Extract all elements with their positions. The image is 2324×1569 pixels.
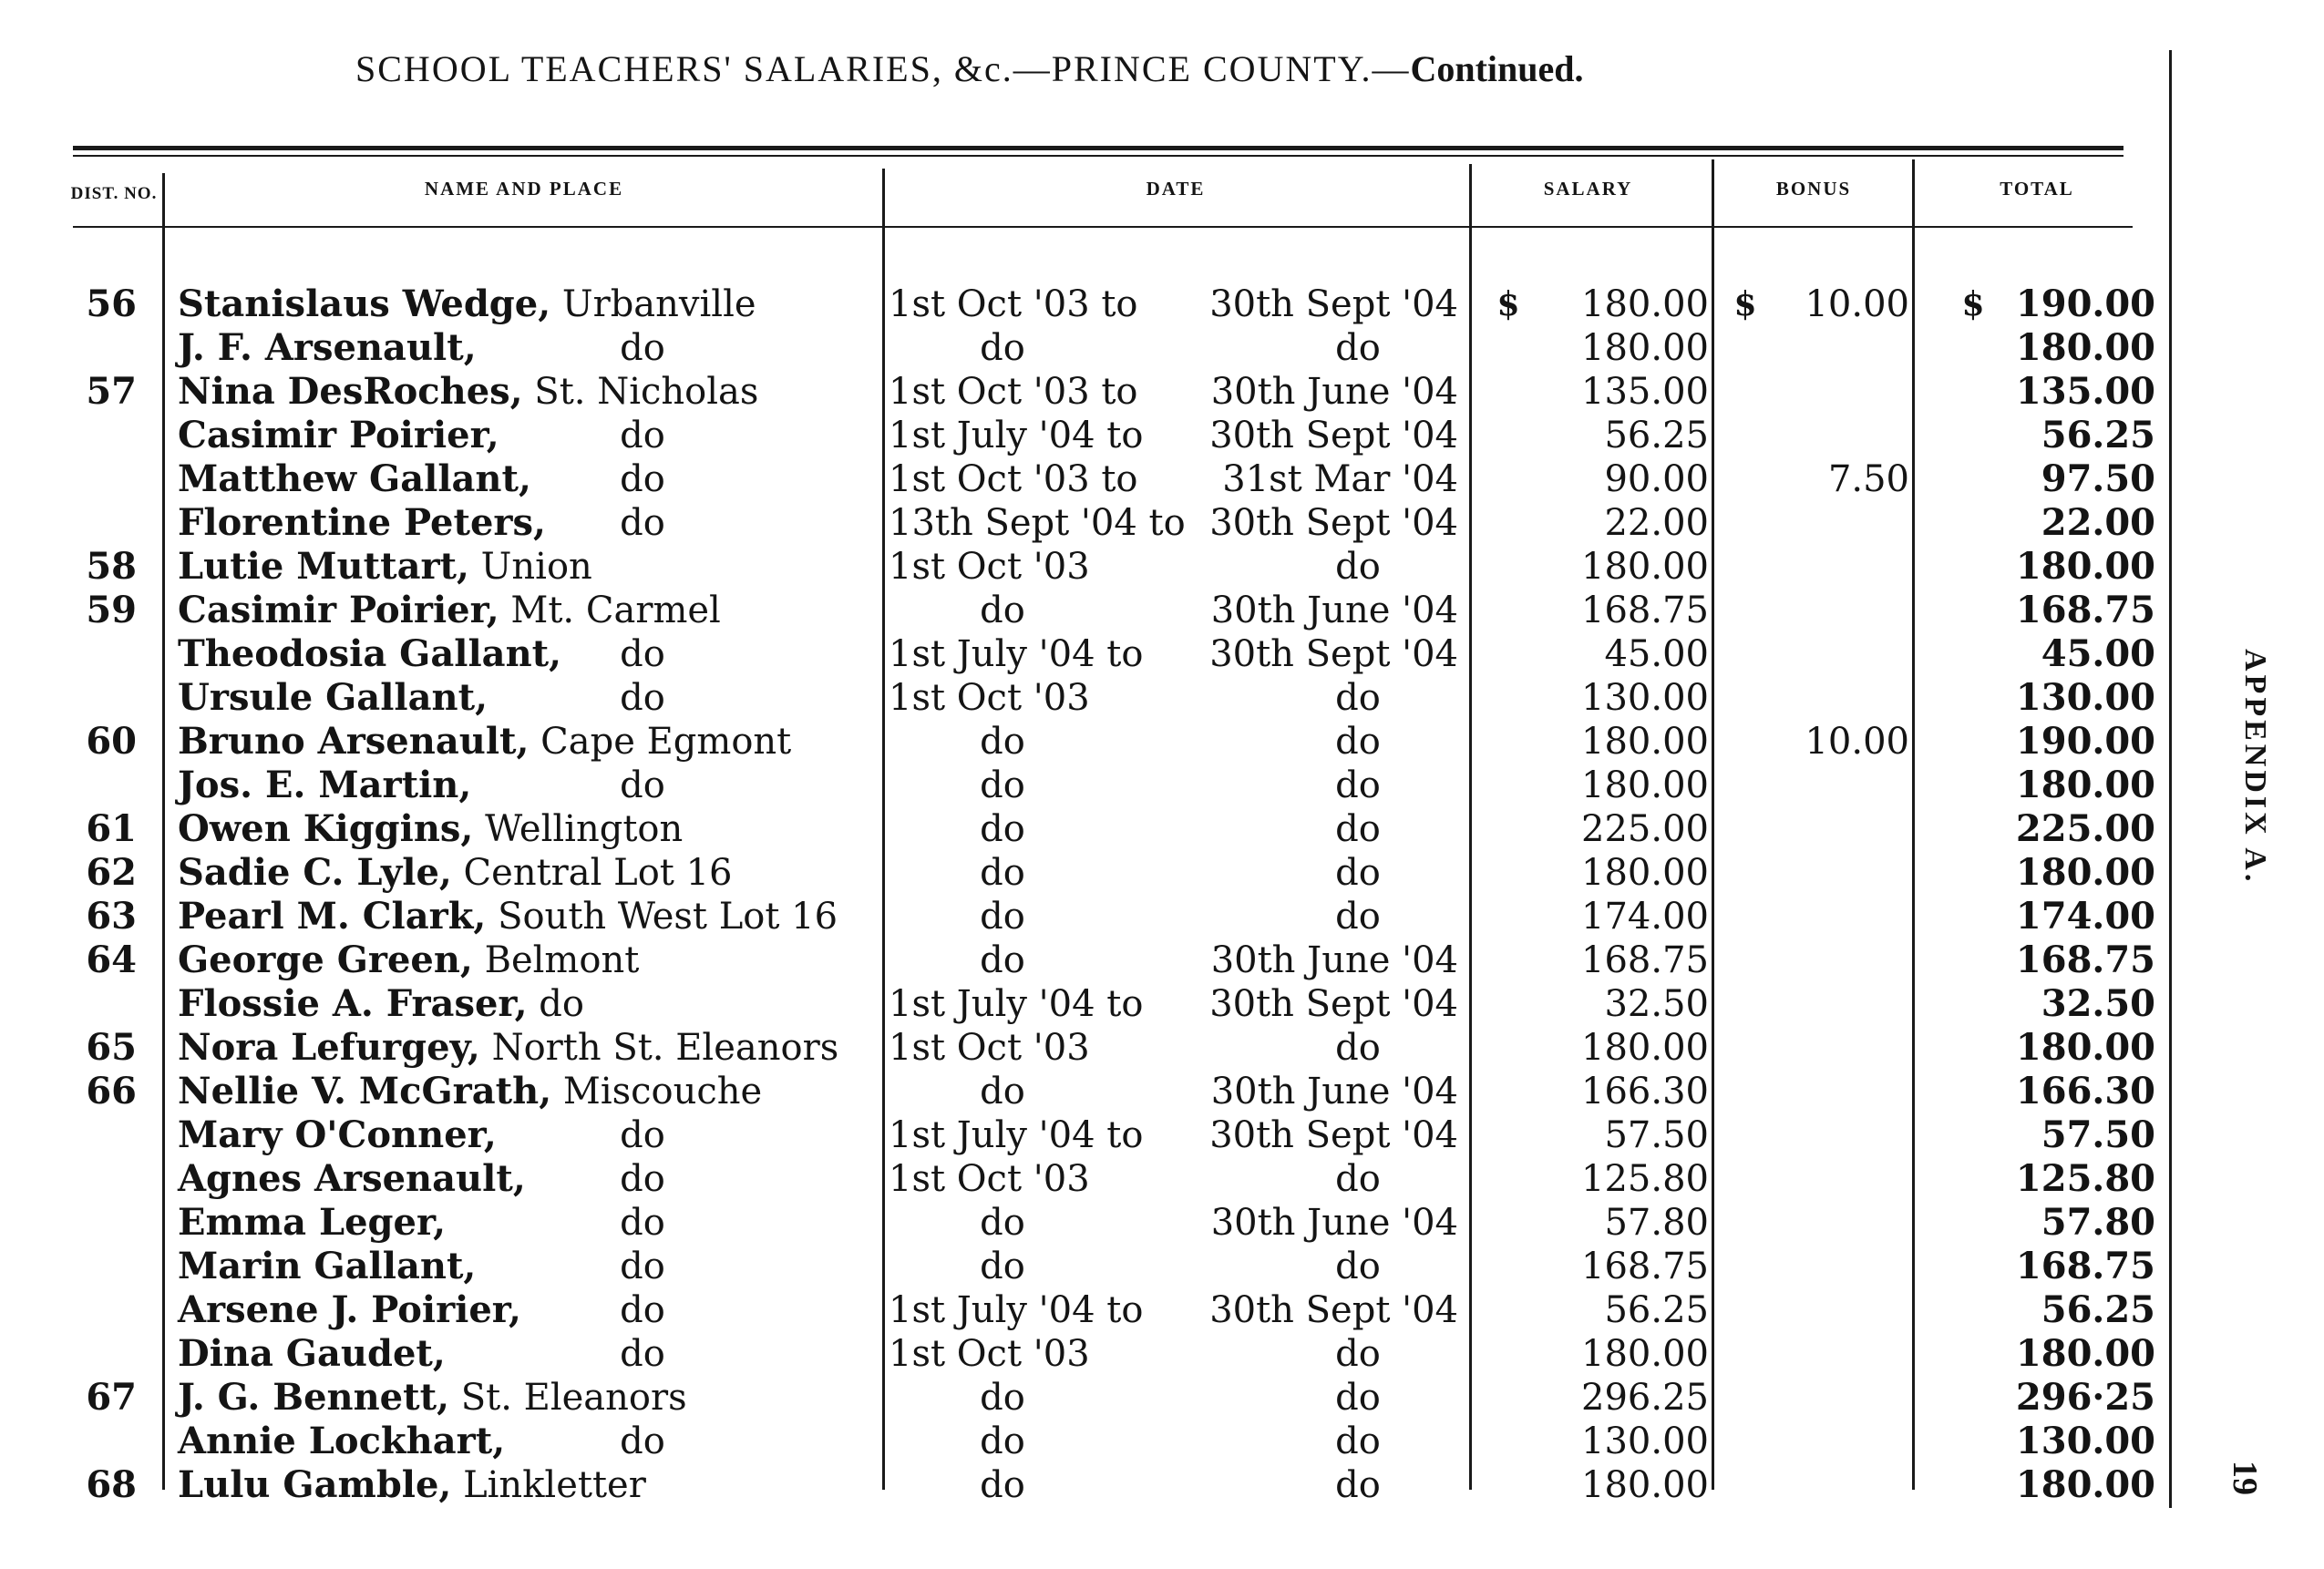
teacher-name: Matthew Gallant, — [178, 457, 531, 500]
date-from: do — [980, 764, 1025, 806]
name-place-cell — [178, 1376, 706, 1420]
date-to: do — [1335, 1377, 1381, 1419]
name-place-cell — [178, 720, 792, 764]
date-to: do — [1335, 852, 1381, 894]
dist-no-cell: 63 — [86, 895, 137, 938]
date-from: do — [980, 852, 1025, 894]
teacher-name: Lutie Muttart, — [178, 545, 469, 588]
table-row — [0, 501, 2233, 545]
total-cell: 45.00 — [2041, 632, 2155, 675]
date-to: do — [1335, 808, 1381, 850]
salary-cell: 168.75 — [1581, 1246, 1709, 1287]
dist-no-cell: 60 — [86, 720, 137, 763]
page-title — [355, 47, 1584, 90]
teacher-name: Jos. E. Martin, — [178, 764, 472, 806]
teacher-name: Theodosia Gallant, — [178, 632, 562, 675]
total-cell: 130.00 — [2015, 1420, 2155, 1462]
teacher-name: George Green, — [178, 938, 473, 981]
date-from: 13th Sept '04 to — [889, 502, 1186, 544]
name-place-cell — [178, 938, 706, 982]
total-cell: 57.80 — [2041, 1201, 2155, 1244]
page-title-continued: Continued. — [1410, 48, 1584, 89]
place-name: Linkletter — [451, 1464, 646, 1506]
appendix-label: APPENDIX A. — [2238, 649, 2272, 886]
total-cell: 225.00 — [2015, 807, 2155, 850]
salary-cell: 180.00 — [1581, 1027, 1709, 1069]
total-cell: 180.00 — [2015, 326, 2155, 369]
place-name: North St. Eleanors — [479, 1027, 839, 1069]
date-from: do — [980, 939, 1025, 981]
teacher-name: Owen Kiggins, — [178, 807, 474, 850]
place-ditto: do — [620, 458, 665, 500]
dist-no-cell: 67 — [86, 1376, 137, 1419]
date-to: 30th June '04 — [1210, 939, 1458, 981]
name-place-cell — [178, 1070, 763, 1113]
date-to: 30th Sept '04 — [1209, 415, 1458, 456]
teacher-name: Bruno Arsenault, — [178, 720, 530, 763]
header-dist-no: DIST. NO. — [70, 184, 158, 203]
dist-no-cell: 56 — [86, 282, 137, 325]
salary-cell: 225.00 — [1581, 808, 1709, 850]
place-ditto: do — [620, 1158, 665, 1200]
total-cell: 168.75 — [2015, 1245, 2155, 1287]
date-to: do — [1335, 1027, 1381, 1069]
total-cell: 190.00 — [2015, 282, 2155, 325]
total-dollar-sign: $ — [1961, 285, 1985, 323]
date-from: 1st Oct '03 — [889, 677, 1090, 719]
total-cell: 130.00 — [2015, 676, 2155, 719]
top-rule-thick — [73, 146, 2123, 150]
table-row — [0, 1245, 2233, 1288]
bonus-cell: 10.00 — [1805, 283, 1909, 325]
total-cell: 180.00 — [2015, 545, 2155, 588]
date-to: 30th Sept '04 — [1209, 633, 1458, 675]
teacher-name: Agnes Arsenault, — [178, 1157, 526, 1200]
date-from: 1st July '04 to — [889, 415, 1144, 456]
total-cell: 125.80 — [2015, 1157, 2155, 1200]
place-ditto: do — [620, 327, 665, 369]
total-cell: 32.50 — [2041, 982, 2155, 1025]
teacher-name: Casimir Poirier, — [178, 589, 499, 631]
date-from: do — [980, 1464, 1025, 1506]
teacher-name: Nellie V. McGrath, — [178, 1070, 552, 1113]
name-place-cell — [178, 1026, 839, 1070]
table-row — [0, 895, 2233, 938]
date-to: do — [1335, 677, 1381, 719]
salary-cell: 90.00 — [1604, 458, 1709, 500]
date-from: do — [980, 1071, 1025, 1113]
date-from: 1st Oct '03 — [889, 546, 1090, 588]
salary-cell: 180.00 — [1581, 546, 1709, 588]
table-row — [0, 764, 2233, 807]
top-rule-thin — [73, 155, 2123, 157]
header-date: DATE — [1146, 178, 1206, 200]
header-name-and-place: NAME AND PLACE — [424, 178, 624, 200]
date-to: do — [1335, 721, 1381, 763]
teacher-name: Ursule Gallant, — [178, 676, 488, 719]
bonus-cell: 7.50 — [1827, 458, 1909, 500]
salary-cell: 180.00 — [1581, 283, 1709, 325]
place-ditto: do — [620, 1289, 665, 1331]
total-cell: 168.75 — [2015, 938, 2155, 981]
total-cell: 174.00 — [2015, 895, 2155, 938]
header-salary: SALARY — [1543, 178, 1633, 200]
teacher-name: Pearl M. Clark, — [178, 895, 487, 938]
teacher-name: Dina Gaudet, — [178, 1332, 446, 1375]
place-name: Union — [468, 546, 592, 588]
teacher-name: J. F. Arsenault, — [178, 326, 477, 369]
date-from: 1st July '04 to — [889, 633, 1144, 675]
teacher-name: Nina DesRoches, — [178, 370, 523, 413]
name-place-cell — [178, 282, 756, 326]
total-cell: 180.00 — [2015, 1332, 2155, 1375]
place-ditto: do — [620, 1420, 665, 1462]
dist-no-cell: 64 — [86, 938, 137, 981]
name-place-cell — [178, 851, 733, 895]
total-cell: 296·25 — [2015, 1376, 2155, 1419]
place-ditto: do — [620, 1202, 665, 1244]
place-name: Central Lot 16 — [451, 852, 733, 894]
dist-no-cell: 62 — [86, 851, 137, 894]
place-name: South West Lot 16 — [486, 896, 838, 938]
place-ditto: do — [620, 764, 665, 806]
salary-cell: 180.00 — [1581, 327, 1709, 369]
dist-no-cell: 59 — [86, 589, 137, 631]
teacher-name: Flossie A. Fraser, — [178, 982, 528, 1025]
bonus-dollar-sign: $ — [1733, 285, 1757, 323]
place-name: Mt. Carmel — [499, 590, 721, 631]
total-cell: 180.00 — [2015, 764, 2155, 806]
date-to: 30th Sept '04 — [1209, 1289, 1458, 1331]
table-row — [0, 1201, 2233, 1245]
table-row — [0, 1420, 2233, 1463]
total-cell: 180.00 — [2015, 1463, 2155, 1506]
dist-no-cell: 57 — [86, 370, 137, 413]
table-row — [0, 720, 2233, 764]
date-from: do — [980, 1377, 1025, 1419]
place-name: Miscouche — [551, 1071, 763, 1113]
date-from: 1st July '04 to — [889, 1289, 1144, 1331]
table-row — [0, 1463, 2233, 1507]
total-cell: 135.00 — [2015, 370, 2155, 413]
salary-cell: 180.00 — [1581, 852, 1709, 894]
total-cell: 57.50 — [2041, 1113, 2155, 1156]
salary-cell: 45.00 — [1604, 633, 1709, 675]
teacher-name: Nora Lefurgey, — [178, 1026, 480, 1069]
date-to: do — [1335, 1246, 1381, 1287]
place-ditto: do — [620, 677, 665, 719]
salary-cell: 57.80 — [1604, 1202, 1709, 1244]
salary-cell: 125.80 — [1581, 1158, 1709, 1200]
date-to: do — [1335, 1464, 1381, 1506]
salary-cell: 130.00 — [1581, 1420, 1709, 1462]
dist-no-cell: 66 — [86, 1070, 137, 1113]
page-title-main: SCHOOL TEACHERS' SALARIES, &c.—PRINCE COUNTY.— — [355, 48, 1411, 89]
salary-cell: 180.00 — [1581, 764, 1709, 806]
teacher-name: Lulu Gamble, — [178, 1463, 452, 1506]
total-cell: 22.00 — [2041, 501, 2155, 544]
table-row — [0, 414, 2233, 457]
table-row — [0, 1157, 2233, 1201]
teacher-name: Stanislaus Wedge, — [178, 282, 551, 325]
salary-cell: 296.25 — [1581, 1377, 1709, 1419]
date-from: do — [980, 327, 1025, 369]
table-row — [0, 1376, 2233, 1420]
name-place-cell — [178, 589, 721, 632]
salary-cell: 180.00 — [1581, 721, 1709, 763]
date-from: do — [980, 896, 1025, 938]
date-to: 30th Sept '04 — [1209, 283, 1458, 325]
table-row — [0, 1026, 2233, 1070]
salary-cell: 22.00 — [1604, 502, 1709, 544]
date-from: do — [980, 1246, 1025, 1287]
place-name: Wellington — [473, 808, 684, 850]
date-to: 30th June '04 — [1210, 1071, 1458, 1113]
table-row — [0, 851, 2233, 895]
place-name: St. Eleanors — [449, 1377, 687, 1419]
date-from: 1st July '04 to — [889, 983, 1144, 1025]
header-total: TOTAL — [2000, 178, 2074, 200]
salary-cell: 174.00 — [1581, 896, 1709, 938]
table-row — [0, 282, 2233, 326]
teacher-name: Arsene J. Poirier, — [178, 1288, 521, 1331]
place-name: St. Nicholas — [522, 371, 759, 413]
total-cell: 56.25 — [2041, 414, 2155, 456]
salary-dollar-sign: $ — [1496, 285, 1520, 323]
date-to: 31st Mar '04 — [1222, 458, 1458, 500]
table-row — [0, 589, 2233, 632]
teacher-name: Florentine Peters, — [178, 501, 546, 544]
date-from: 1st Oct '03 to — [889, 371, 1138, 413]
date-from: 1st Oct '03 to — [889, 458, 1138, 500]
salary-cell: 168.75 — [1581, 590, 1709, 631]
table-row — [0, 632, 2233, 676]
salary-cell: 166.30 — [1581, 1071, 1709, 1113]
salary-cell: 32.50 — [1604, 983, 1709, 1025]
date-from: 1st July '04 to — [889, 1114, 1144, 1156]
bonus-cell: 10.00 — [1805, 721, 1909, 763]
salary-cell: 57.50 — [1604, 1114, 1709, 1156]
teacher-name: Marin Gallant, — [178, 1245, 477, 1287]
total-cell: 180.00 — [2015, 851, 2155, 894]
place-name: do — [527, 983, 584, 1025]
date-to: 30th June '04 — [1210, 1202, 1458, 1244]
header-bonus: BONUS — [1775, 178, 1852, 200]
date-to: do — [1335, 1333, 1381, 1375]
teacher-name: Sadie C. Lyle, — [178, 851, 452, 894]
date-from: do — [980, 590, 1025, 631]
date-to: do — [1335, 1158, 1381, 1200]
date-from: 1st Oct '03 — [889, 1027, 1090, 1069]
date-to: 30th Sept '04 — [1209, 983, 1458, 1025]
table-row — [0, 370, 2233, 414]
table-row — [0, 1070, 2233, 1113]
dist-no-cell: 61 — [86, 807, 137, 850]
table-row — [0, 1332, 2233, 1376]
salary-cell: 180.00 — [1581, 1333, 1709, 1375]
name-place-cell — [178, 1463, 706, 1507]
total-cell: 166.30 — [2015, 1070, 2155, 1113]
dist-no-cell: 65 — [86, 1026, 137, 1069]
place-ditto: do — [620, 415, 665, 456]
header-rule — [73, 226, 2133, 228]
table-row — [0, 1113, 2233, 1157]
date-to: do — [1335, 327, 1381, 369]
salary-cell: 130.00 — [1581, 677, 1709, 719]
date-to: 30th Sept '04 — [1209, 1114, 1458, 1156]
place-name: Urbanville — [550, 283, 756, 325]
name-place-cell — [178, 982, 706, 1026]
place-ditto: do — [620, 502, 665, 544]
table-row — [0, 938, 2233, 982]
total-cell: 56.25 — [2041, 1288, 2155, 1331]
date-from: 1st Oct '03 to — [889, 283, 1138, 325]
salary-cell: 135.00 — [1581, 371, 1709, 413]
date-to: 30th June '04 — [1210, 371, 1458, 413]
place-ditto: do — [620, 633, 665, 675]
salary-cell: 56.25 — [1604, 415, 1709, 456]
total-cell: 190.00 — [2015, 720, 2155, 763]
table-row — [0, 807, 2233, 851]
date-from: 1st Oct '03 — [889, 1158, 1090, 1200]
total-cell: 97.50 — [2041, 457, 2155, 500]
dist-no-cell: 58 — [86, 545, 137, 588]
place-name: Cape Egmont — [529, 721, 792, 763]
teacher-name: Casimir Poirier, — [178, 414, 499, 456]
date-to: do — [1335, 764, 1381, 806]
name-place-cell — [178, 895, 838, 938]
teacher-name: J. G. Bennett, — [178, 1376, 450, 1419]
table-row — [0, 982, 2233, 1026]
table-row — [0, 676, 2233, 720]
date-to: do — [1335, 546, 1381, 588]
date-from: do — [980, 721, 1025, 763]
total-cell: 168.75 — [2015, 589, 2155, 631]
teacher-name: Annie Lockhart, — [178, 1420, 506, 1462]
date-from: do — [980, 808, 1025, 850]
page-number: 19 — [2226, 1461, 2264, 1495]
date-from: do — [980, 1420, 1025, 1462]
table-row — [0, 326, 2233, 370]
salary-cell: 56.25 — [1604, 1289, 1709, 1331]
total-cell: 180.00 — [2015, 1026, 2155, 1069]
date-to: do — [1335, 1420, 1381, 1462]
dist-no-cell: 68 — [86, 1463, 137, 1506]
salary-cell: 168.75 — [1581, 939, 1709, 981]
date-from: do — [980, 1202, 1025, 1244]
salary-cell: 180.00 — [1581, 1464, 1709, 1506]
place-ditto: do — [620, 1114, 665, 1156]
name-place-cell — [178, 807, 706, 851]
place-ditto: do — [620, 1333, 665, 1375]
date-from: 1st Oct '03 — [889, 1333, 1090, 1375]
name-place-cell — [178, 545, 706, 589]
place-name: Belmont — [472, 939, 640, 981]
table-row — [0, 545, 2233, 589]
table-row — [0, 457, 2233, 501]
date-to: 30th Sept '04 — [1209, 502, 1458, 544]
place-ditto: do — [620, 1246, 665, 1287]
date-to: do — [1335, 896, 1381, 938]
date-to: 30th June '04 — [1210, 590, 1458, 631]
teacher-name: Emma Leger, — [178, 1201, 447, 1244]
teacher-name: Mary O'Conner, — [178, 1113, 497, 1156]
table-row — [0, 1288, 2233, 1332]
name-place-cell — [178, 370, 759, 414]
